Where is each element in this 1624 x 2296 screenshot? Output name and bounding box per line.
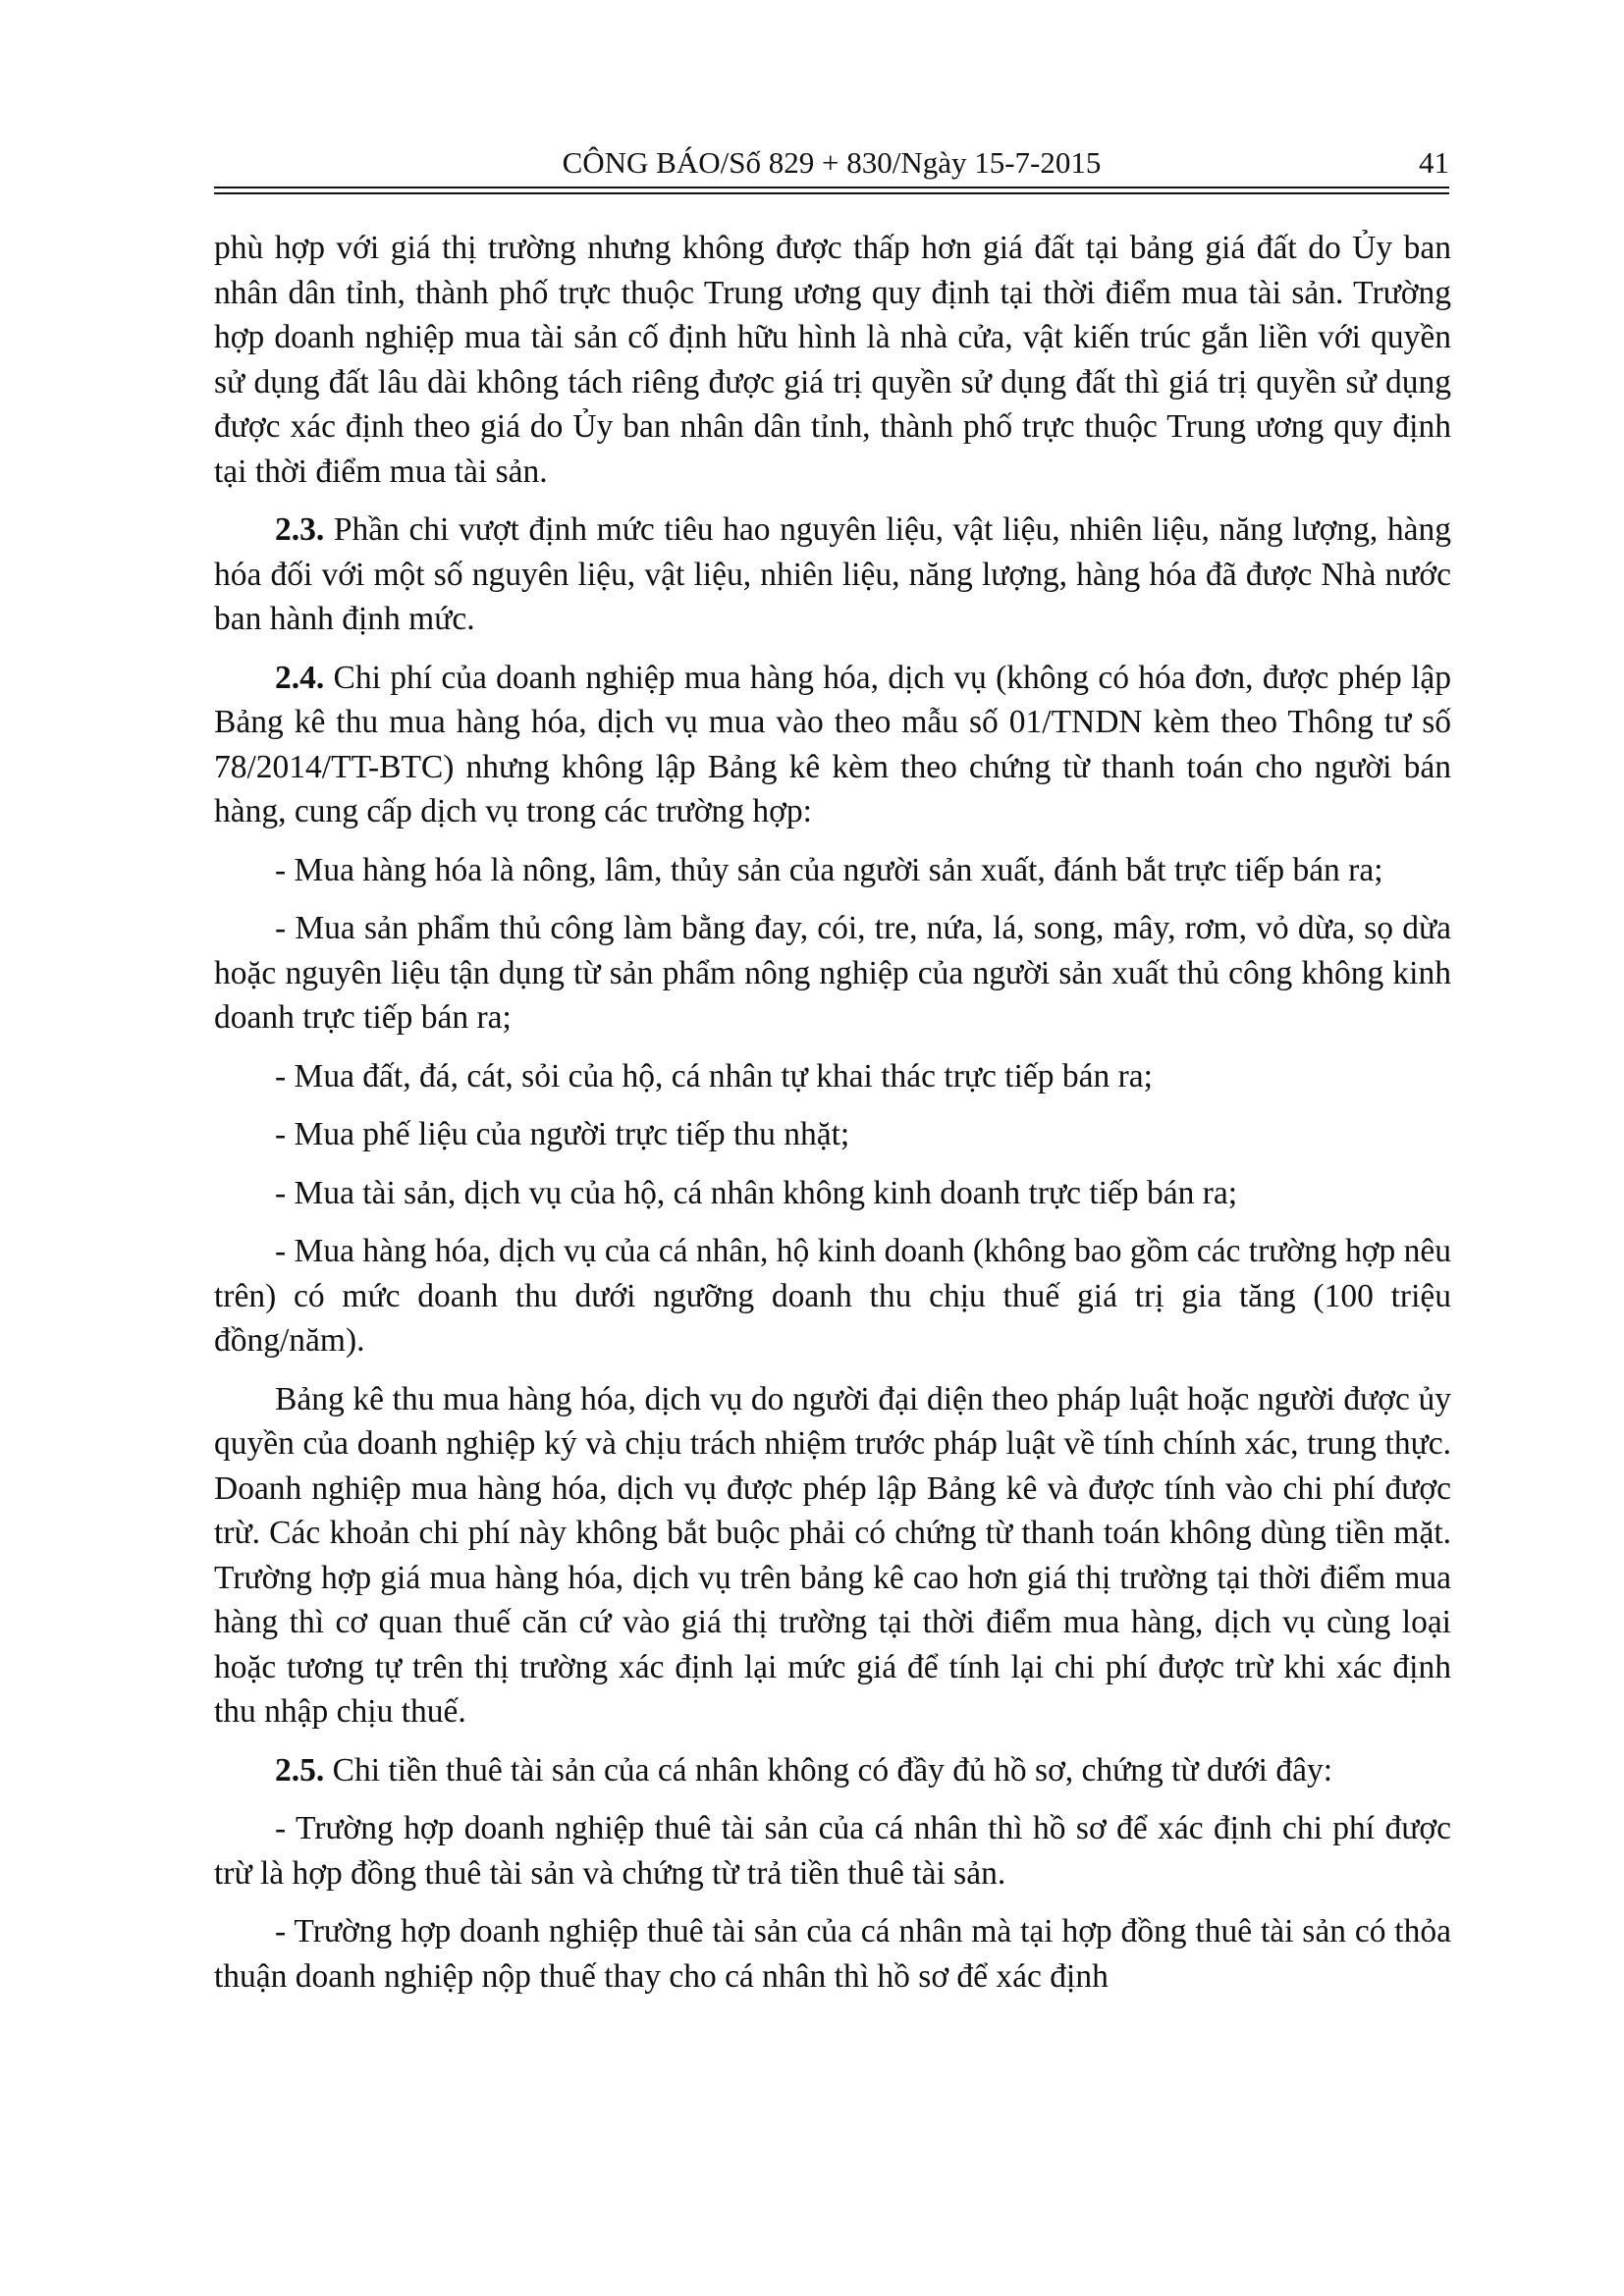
gazette-title: CÔNG BÁO/Số 829 + 830/Ngày 15-7-2015 — [562, 145, 1102, 180]
list-item — [214, 1229, 1451, 1363]
paragraph-text: - Mua hàng hóa, dịch vụ của cá nhân, hộ kinh doanh (không bao gồm các trường hợp nêu trên) có mức doanh thu dưới ngưỡng doanh thu chịu thuế giá trị gia tăng (100 triệu đồng/năm). — [214, 1233, 1451, 1359]
paragraph-text: Chi tiền thuê tài sản của cá nhân không có đầy đủ hồ sơ, chứng từ dưới đây: — [324, 1751, 1333, 1789]
page-number: 41 — [1419, 145, 1449, 180]
paragraph-text: - Mua sản phẩm thủ công làm bằng đay, cói, tre, nứa, lá, song, mây, rơm, vỏ dừa, sọ dừa hoặc nguyên liệu tận dụng từ sản phẩm nông nghiệp của người sản xuất thủ công không kinh doanh trực tiếp bán ra; — [214, 910, 1451, 1036]
paragraph-text: Bảng kê thu mua hàng hóa, dịch vụ do người đại diện theo pháp luật hoặc người được ủy quyền của doanh nghiệp ký và chịu trách nhiệm trước pháp luật về tính chính xác, trung thực. Doanh nghiệp mua hàng hóa, dịch vụ được phép lập Bảng kê và được tính vào chi phí được trừ. Các khoản chi phí này không bắt buộc phải có chứng từ thanh toán không dùng tiền mặt. Trường hợp giá mua hàng hóa, dịch vụ trên bảng kê cao hơn giá thị trường tại thời điểm mua hàng thì cơ quan thuế căn cứ vào giá thị trường tại thời điểm mua hàng, dịch vụ cùng loại hoặc tương tự trên thị trường xác định lại mức giá để tính lại chi phí được trừ khi xác định thu nhập chịu thuế. — [214, 1380, 1451, 1730]
paragraph-text: - Mua tài sản, dịch vụ của hộ, cá nhân không kinh doanh trực tiếp bán ra; — [275, 1174, 1238, 1211]
paragraph-text: - Mua đất, đá, cát, sỏi của hộ, cá nhân tự khai thác trực tiếp bán ra; — [275, 1057, 1153, 1095]
section-number: 2.5. — [275, 1751, 325, 1789]
list-item — [214, 1171, 1451, 1216]
section-number: 2.4. — [275, 659, 325, 696]
document-body — [214, 226, 1451, 2012]
header-rule-bottom — [214, 192, 1449, 194]
paragraph-2-3 — [214, 507, 1451, 642]
list-item — [214, 1112, 1451, 1157]
paragraph-2-4 — [214, 656, 1451, 834]
paragraph-text: - Mua hàng hóa là nông, lâm, thủy sản của người sản xuất, đánh bắt trực tiếp bán ra; — [275, 851, 1383, 888]
paragraph-text: - Mua phế liệu của người trực tiếp thu nhặt; — [275, 1116, 850, 1152]
list-item — [214, 848, 1451, 893]
paragraph-text: phù hợp với giá thị trường nhưng không được thấp hơn giá đất tại bảng giá đất do Ủy ban nhân dân tỉnh, thành phố trực thuộc Trung ương quy định tại thời điểm mua tài sản. Trường hợp doanh nghiệp mua tài sản cố định hữu hình là nhà cửa, vật kiến trúc gắn liền với quyền sử dụng đất lâu dài không tách riêng được giá trị quyền sử dụng đất thì giá trị quyền sử dụng được xác định theo giá do Ủy ban nhân dân tỉnh, thành phố trực thuộc Trung ương quy định tại thời điểm mua tài sản. — [214, 230, 1451, 490]
page-header — [214, 143, 1449, 183]
header-rule-top — [214, 187, 1449, 188]
paragraph-continuation — [214, 226, 1451, 494]
list-item — [214, 1054, 1451, 1099]
paragraph-text: Chi phí của doanh nghiệp mua hàng hóa, dịch vụ (không có hóa đơn, được phép lập Bảng kê thu mua hàng hóa, dịch vụ mua vào theo mẫu số 01/TNDN kèm theo Thông tư số 78/2014/TT-BTC) nhưng không lập Bảng kê kèm theo chứng từ thanh toán cho người bán hàng, cung cấp dịch vụ trong các trường hợp: — [214, 659, 1451, 829]
paragraph-text: Phần chi vượt định mức tiêu hao nguyên liệu, vật liệu, nhiên liệu, năng lượng, hàng hóa đối với một số nguyên liệu, vật liệu, nhiên liệu, năng lượng, hàng hóa đã được Nhà nước ban hành định mức. — [214, 511, 1451, 637]
paragraph-bang-ke — [214, 1377, 1451, 1735]
paragraph-text: - Trường hợp doanh nghiệp thuê tài sản của cá nhân mà tại hợp đồng thuê tài sản có thỏa thuận doanh nghiệp nộp thuế thay cho cá nhân thì hồ sơ để xác định — [214, 1913, 1451, 1995]
paragraph-2-5 — [214, 1748, 1451, 1793]
section-number: 2.3. — [275, 511, 325, 548]
paragraph-text: - Trường hợp doanh nghiệp thuê tài sản của cá nhân thì hồ sơ để xác định chi phí được trừ là hợp đồng thuê tài sản và chứng từ trả tiền thuê tài sản. — [214, 1810, 1451, 1892]
list-item — [214, 1909, 1451, 1999]
list-item — [214, 906, 1451, 1041]
list-item — [214, 1806, 1451, 1896]
